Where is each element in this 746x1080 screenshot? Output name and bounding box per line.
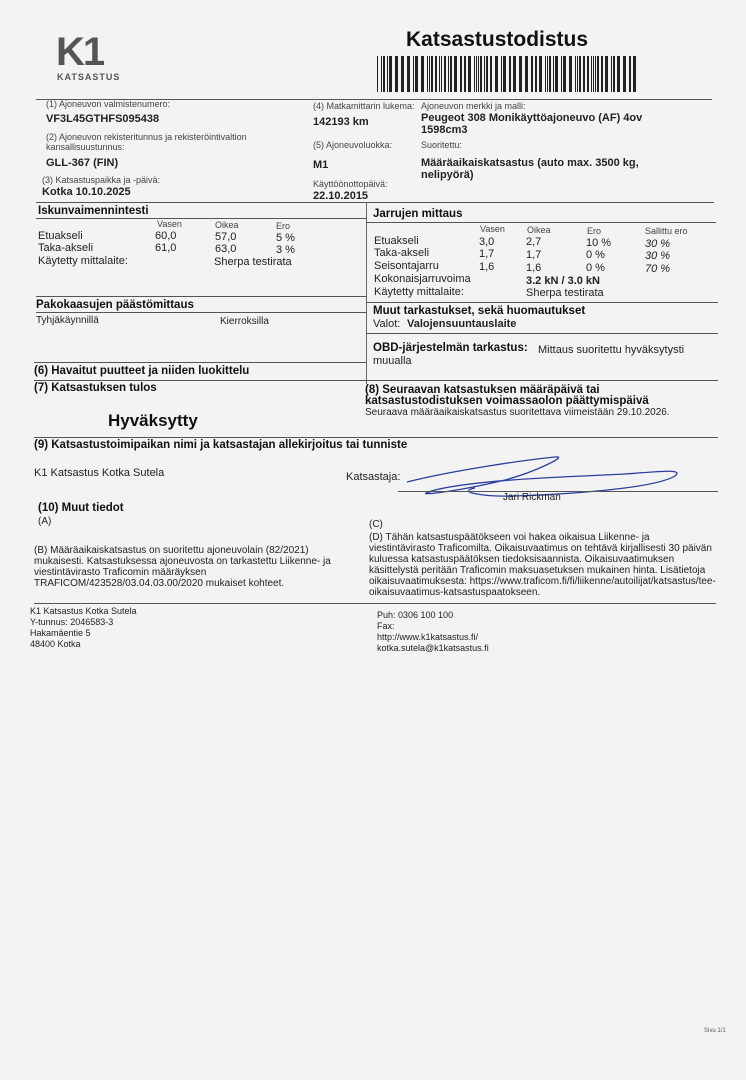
brakes-row-left: 3,0 — [479, 236, 495, 248]
shock-device-label: Käytetty mittalaite: — [38, 255, 128, 267]
shock-row-left: 61,0 — [155, 242, 177, 254]
emissions-underline — [36, 312, 366, 313]
defects-title: (6) Havaitut puutteet ja niiden luokittelu — [34, 365, 250, 377]
next-inspection-title: (8) Seuraavan katsastuksen määräpäivä tai — [365, 384, 600, 396]
brakes-row-label: Taka-akseli — [374, 247, 430, 259]
emissions-idle: Tyhjäkäynnillä — [36, 315, 99, 326]
shock-row-diff: 3 % — [276, 244, 295, 256]
place-value: Kotka 10.10.2025 — [42, 186, 131, 198]
commission-value: 22.10.2015 — [313, 190, 369, 202]
shock-underline — [36, 218, 366, 219]
make-value-2: 1598cm3 — [421, 124, 468, 136]
brakes-row-right: 1,6 — [526, 262, 542, 274]
class-label: (5) Ajoneuvoluokka: — [313, 140, 393, 150]
brakes-row-left: 1,7 — [479, 248, 495, 260]
brakes-row-right: 2,7 — [526, 236, 542, 248]
column-divider — [366, 202, 367, 384]
k1-logo: K1 — [56, 30, 104, 74]
document-title: Katsastustodistus — [406, 28, 589, 51]
shock-header-right: Oikea — [215, 220, 239, 230]
footer-email: kotka.sutela@k1katsastus.fi — [377, 643, 489, 653]
other-info-title: (10) Muut tiedot — [38, 502, 124, 514]
shock-row-left: 60,0 — [155, 230, 177, 242]
signature-title: (9) Katsastustoimipaikan nimi ja katsastajan allekirjoitus tai tunniste — [34, 439, 408, 451]
emissions-title: Pakokaasujen päästömittaus — [36, 299, 194, 311]
brakes-row-label: Etuakseli — [374, 235, 419, 247]
inspection-place: K1 Katsastus Kotka Sutela — [34, 467, 165, 479]
footer-web: http://www.k1katsastus.fi/ — [377, 632, 479, 642]
brakes-total-value: 3.2 kN / 3.0 kN — [526, 275, 600, 287]
brakes-row-diff: 0 % — [586, 249, 605, 261]
result-divider — [34, 380, 718, 381]
vin-label: (1) Ajoneuvon valmistenumero: — [46, 99, 171, 109]
brakes-row-allowed: 30 % — [645, 250, 671, 262]
place-label: (3) Katsastuspaikka ja -päivä: — [42, 175, 161, 185]
shock-header-left: Vasen — [157, 219, 182, 229]
signature-divider — [34, 437, 718, 438]
odometer-value: 142193 km — [313, 116, 369, 128]
obd-divider — [366, 333, 718, 334]
performed-value: Määräaikaiskatsastus (auto max. 3500 kg, — [421, 157, 639, 169]
brakes-row-allowed: 30 % — [645, 238, 671, 250]
obd-value-2: muualla — [373, 355, 412, 367]
shock-device-value: Sherpa testirata — [214, 256, 292, 268]
commission-label: Käyttöönottopäivä: — [313, 179, 388, 189]
shock-row-label: Taka-akseli — [38, 242, 94, 254]
brakes-header-right: Oikea — [527, 225, 551, 235]
brakes-title: Jarrujen mittaus — [373, 208, 463, 220]
brakes-header-diff: Ero — [587, 226, 602, 236]
brakes-row-right: 1,7 — [526, 249, 542, 261]
emissions-divider — [36, 296, 366, 297]
k1-logo-subtitle: KATSASTUS — [57, 72, 121, 82]
brakes-row-left: 1,6 — [479, 261, 495, 273]
inspector-signature — [395, 452, 695, 512]
result-value: Hyväksytty — [108, 411, 198, 430]
obd-value: Mittaus suoritettu hyväksytysti — [538, 344, 685, 356]
brakes-row-diff: 10 % — [586, 237, 612, 249]
footer-company: K1 Katsastus Kotka Sutela — [30, 606, 137, 616]
footer-street: Hakamäentie 5 — [30, 628, 91, 638]
other-info-a: (A) — [38, 516, 52, 527]
shock-row-right: 57,0 — [215, 231, 237, 243]
lights-label: Valot: — [373, 318, 401, 330]
brakes-device-value: Sherpa testirata — [526, 287, 604, 299]
next-inspection-text: Seuraava määräaikaiskatsastus suoritettava viimeistään 29.10.2026. — [365, 407, 670, 418]
make-label: Ajoneuvon merkki ja malli: — [421, 101, 526, 111]
brakes-header-left: Vasen — [480, 224, 505, 234]
result-title: (7) Katsastuksen tulos — [34, 382, 157, 394]
reg-label-2: kansallisuustunnus: — [46, 142, 125, 152]
page-number: Sivu 1/1 — [704, 1028, 726, 1034]
footer-divider — [34, 603, 716, 604]
defects-divider — [34, 362, 366, 363]
odometer-label: (4) Matkamittarin lukema: — [313, 101, 415, 111]
brakes-total-label: Kokonaisjarruvoima — [374, 273, 471, 285]
footer-city: 48400 Kotka — [30, 639, 81, 649]
other-info-d: (D) Tähän katsastuspäätökseen voi hakea oikaisua Liikenne- ja viestintävirasto Traficomilta. Oikaisuvaatimus on tehtävä kirjallisesti 30 päivän kuluessa katsastuspäätöksen tiedoksisaannista. Oikaisuvaatimuksen käsittelystä peritään Traficomin maksuasetuksen mukainen hinta. Lisätietoja oikaisuvaatimuksesta: https://www.traficom.fi/fi/liikenne/autoilijat/katsastus/tee-oikaisuvaatimus-katsastuspaatokseen. — [369, 532, 716, 598]
other-info-c: (C) — [369, 519, 383, 530]
brakes-row-label: Seisontajarru — [374, 260, 439, 272]
brakes-header-allowed: Sallittu ero — [645, 226, 688, 236]
shock-row-diff: 5 % — [276, 232, 295, 244]
class-value: M1 — [313, 159, 329, 171]
fields-divider — [36, 202, 714, 203]
reg-value: GLL-367 (FIN) — [46, 157, 119, 169]
shock-row-right: 63,0 — [215, 243, 237, 255]
brakes-underline — [366, 222, 716, 223]
footer-phone: Puh: 0306 100 100 — [377, 610, 454, 620]
lights-value: Valojensuuntauslaite — [407, 318, 517, 330]
next-inspection-title-2: katsastustodistuksen voimassaolon päättymispäivä — [365, 395, 649, 407]
footer-fax: Fax: — [377, 621, 395, 631]
inspector-label: Katsastaja: — [346, 471, 401, 483]
shock-header-diff: Ero — [276, 221, 291, 231]
shock-row-label: Etuakseli — [38, 230, 83, 242]
brakes-device-label: Käytetty mittalaite: — [374, 286, 464, 298]
obd-label: OBD-järjestelmän tarkastus: — [373, 342, 528, 354]
footer-ytunnus: Y-tunnus: 2046583-3 — [30, 617, 114, 627]
performed-value-2: nelipyörä) — [421, 169, 474, 181]
inspector-name: Jari Rickman — [503, 492, 561, 503]
performed-label: Suoritettu: — [421, 140, 463, 150]
vin-value: VF3L45GTHFS095438 — [46, 113, 160, 125]
emissions-rpm: Kierroksilla — [220, 316, 269, 327]
shock-title: Iskunvaimennintesti — [38, 205, 149, 217]
brakes-row-allowed: 70 % — [645, 263, 671, 275]
make-value: Peugeot 308 Monikäyttöajoneuvo (AF) 4ov — [421, 112, 643, 124]
brakes-row-diff: 0 % — [586, 262, 605, 274]
barcode — [377, 56, 639, 92]
other-info-b: (B) Määräaikaiskatsastus on suoritettu ajoneuvolain (82/2021) mukaisesti. Katsastuksessa ajoneuvosta on tarkastettu Liikenne- ja viestintävirasto Traficomin määräyksen TRAFICOM/423528/03.04.03.00/2020 mukaiset kohteet. — [34, 545, 331, 589]
reg-label: (2) Ajoneuvon rekisteritunnus ja rekisteröintivaltion — [46, 132, 247, 142]
other-checks-divider — [366, 302, 718, 303]
other-checks-title: Muut tarkastukset, sekä huomautukset — [373, 305, 586, 317]
